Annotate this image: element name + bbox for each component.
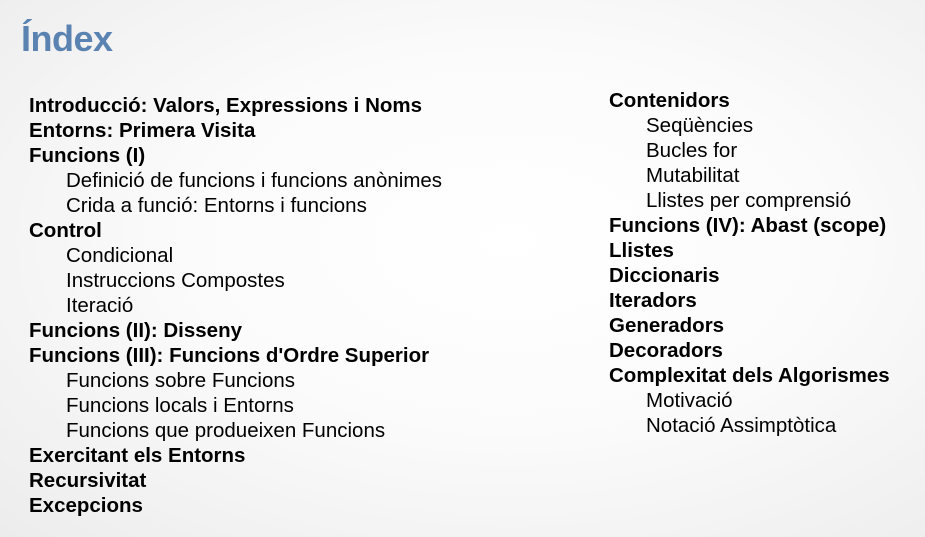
index-subsection-item: Funcions que produeixen Funcions (66, 419, 386, 442)
index-subsection-item: Condicional (66, 244, 174, 267)
index-subsection-item: Llistes per comprensió (646, 189, 852, 212)
index-left-column (29, 93, 589, 518)
index-subsection-item: Definició de funcions i funcions anònimes (66, 169, 443, 192)
index-section-item: Iteradors (609, 289, 697, 312)
index-section-item: Funcions (III): Funcions d'Ordre Superior (29, 344, 430, 367)
index-subsection-item: Iteració (66, 294, 134, 317)
index-subsection-item: Instruccions Compostes (66, 269, 285, 292)
index-section-item: Funcions (IV): Abast (scope) (609, 214, 887, 237)
index-section-item: Generadors (609, 314, 725, 337)
index-section-item: Diccionaris (609, 264, 720, 287)
index-subsection-item: Crida a funció: Entorns i funcions (66, 194, 367, 217)
index-section-item: Funcions (II): Disseny (29, 319, 242, 342)
index-right-column (609, 88, 921, 438)
index-subsection-item: Mutabilitat (646, 164, 740, 187)
index-subsection-item: Motivació (646, 389, 733, 412)
index-subsection-item: Funcions locals i Entorns (66, 394, 294, 417)
index-subsection-item: Funcions sobre Funcions (66, 369, 296, 392)
index-section-item: Llistes (609, 239, 674, 262)
index-subsection-item: Notació Assimptòtica (646, 414, 837, 437)
index-section-item: Contenidors (609, 89, 730, 112)
index-section-item: Entorns: Primera Visita (29, 119, 256, 142)
index-section-item: Funcions (I) (29, 144, 146, 167)
index-subsection-item: Seqüències (646, 114, 754, 137)
index-section-item: Recursivitat (29, 469, 147, 492)
index-section-item: Decoradors (609, 339, 723, 362)
index-section-item: Excepcions (29, 494, 143, 517)
page-title: Índex (21, 18, 113, 59)
index-section-item: Exercitant els Entorns (29, 444, 246, 467)
index-section-item: Control (29, 219, 102, 242)
index-subsection-item: Bucles for (646, 139, 738, 162)
index-section-item: Introducció: Valors, Expressions i Noms (29, 94, 423, 117)
index-section-item: Complexitat dels Algorismes (609, 364, 890, 387)
